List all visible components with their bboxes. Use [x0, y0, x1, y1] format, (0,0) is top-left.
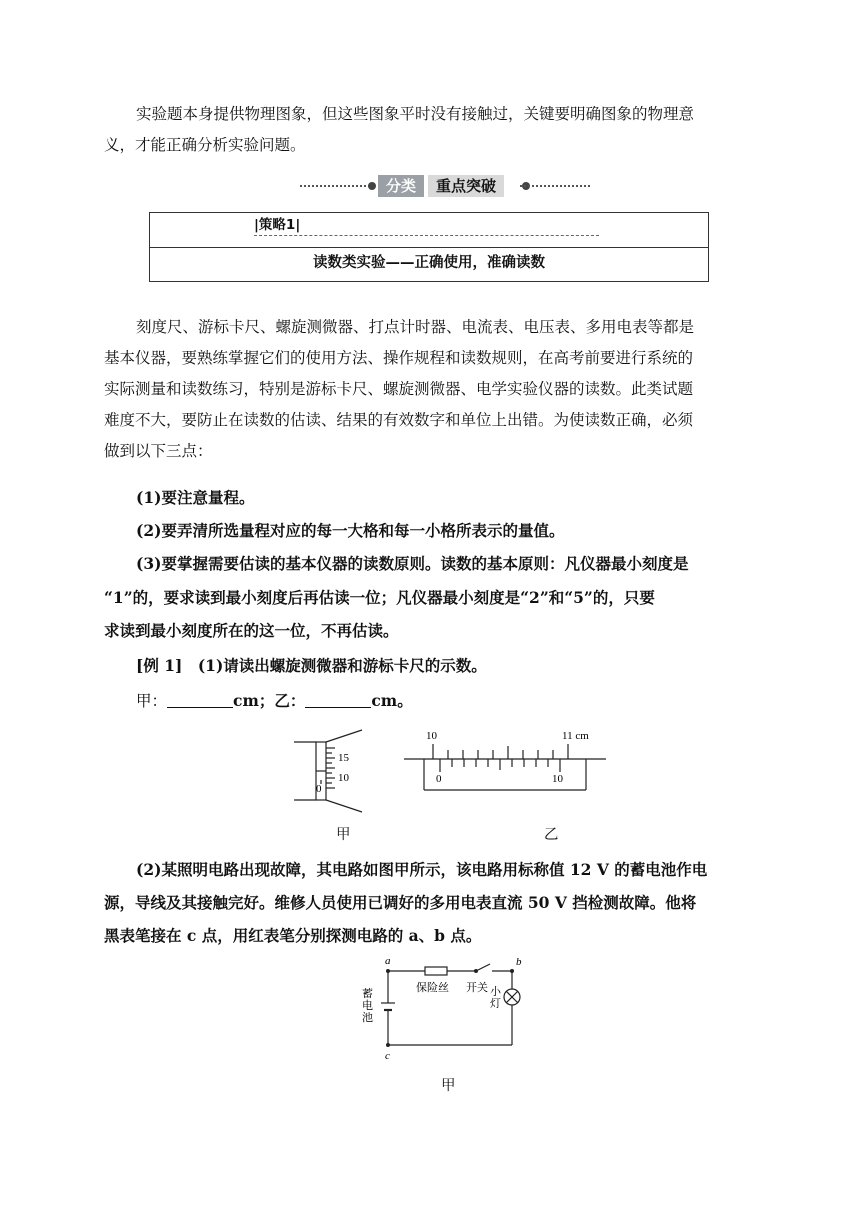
micrometer-drawing: [294, 730, 362, 812]
point-3-line-3: 求读到最小刻度所在的这一位，不再估读。: [104, 621, 399, 640]
part2-line-1: (2)某照明电路出现故障，其电路如图甲所示，该电路用标称值 12 V 的蓄电池作电: [136, 860, 708, 879]
para1-line-3: 实际测量和读数练习，特别是游标卡尺、螺旋测微器、电学实验仪器的读数。此类试题: [104, 380, 694, 398]
para1-line-2: 基本仪器，要熟练掌握它们的使用方法、操作规程和读数规则，在高考前要进行系统的: [104, 349, 694, 367]
answer-line: [136, 690, 413, 712]
intro-line-1: 实验题本身提供物理图象，但这些图象平时没有接触过，关键要明确图象的物理意: [136, 105, 695, 123]
circuit-caption: 甲: [441, 1078, 456, 1094]
strategy-dash: [254, 235, 599, 236]
micrometer-label-0: 0: [316, 783, 322, 795]
banner-tag: 分类: [378, 175, 424, 197]
figure1-caption-left: 甲: [336, 827, 351, 843]
strategy-label: |策略1|: [254, 217, 301, 233]
label-battery-3: 池: [362, 1012, 373, 1024]
switch-pivot: [474, 969, 478, 973]
label-b: b: [516, 956, 522, 968]
answer-blank-jia[interactable]: [167, 693, 233, 708]
node-a: [386, 969, 390, 973]
label-c: c: [385, 1050, 390, 1062]
section-banner: [300, 175, 590, 199]
banner-bullet-left: [368, 182, 376, 190]
banner-dots-left: [300, 185, 370, 191]
label-battery-2: 电: [362, 1000, 373, 1012]
label-lamp-2: 灯: [490, 998, 501, 1010]
label-lamp-1: 小: [490, 986, 501, 998]
label-a: a: [385, 955, 391, 967]
micrometer-label-15: 15: [338, 752, 349, 764]
point-3-line-2: “1”的，要求读到最小刻度后再估读一位；凡仪器最小刻度是“2”和“5”的，只要: [104, 588, 655, 607]
caliper-top-label-10: 10: [426, 730, 437, 742]
point-3-line-1: (3)要掌握需要估读的基本仪器的读数原则。读数的基本原则：凡仪器最小刻度是: [136, 554, 689, 573]
para1-line-1: 刻度尺、游标卡尺、螺旋测微器、打点计时器、电流表、电压表、多用电表等都是: [136, 318, 695, 336]
caliper-bottom-label-0: 0: [436, 773, 442, 785]
circuit-diagram: [0, 955, 860, 1065]
caliper-drawing: [404, 744, 606, 790]
label-switch: 开关: [466, 982, 488, 994]
label-fuse: 保险丝: [416, 982, 449, 994]
para1-line-5: 做到以下三点：: [104, 442, 213, 460]
answer-jia-label: 甲：: [136, 692, 168, 710]
figure1-caption-right: 乙: [544, 827, 559, 843]
caliper-bottom-label-10: 10: [552, 773, 563, 785]
banner-title: 重点突破: [428, 175, 504, 197]
part2-line-2: 源，导线及其接触完好。维修人员使用已调好的多用电表直流 50 V 挡检测故障。他将: [104, 893, 697, 912]
strategy-divider: [150, 247, 708, 248]
switch-blade: [476, 964, 490, 971]
part2-line-3: 黑表笔接在 c 点，用红表笔分别探测电路的 a、b 点。: [104, 926, 482, 945]
intro-line-2: 义，才能正确分析实验问题。: [104, 136, 306, 154]
answer-unit-1: cm；乙：: [233, 691, 306, 710]
fuse-symbol: [425, 967, 447, 975]
answer-unit-2: cm。: [371, 691, 413, 710]
micrometer-label-10: 10: [338, 772, 349, 784]
label-battery-1: 蓄: [362, 988, 373, 1000]
caliper-top-label-11cm: 11 cm: [562, 730, 589, 742]
node-c: [386, 1043, 390, 1047]
para1-line-4: 难度不大，要防止在读数的估读、结果的有效数字和单位上出错。为使读数正确，必须: [104, 411, 694, 429]
figure-instruments: [0, 722, 860, 822]
example-head: [例 1] (1)请读出螺旋测微器和游标卡尺的示数。: [136, 656, 487, 675]
node-b: [510, 969, 514, 973]
answer-blank-yi[interactable]: [305, 693, 371, 708]
banner-dots-right: [520, 185, 590, 191]
strategy-title: 读数类实验——正确使用，准确读数: [313, 255, 545, 271]
point-1: (1)要注意量程。: [136, 488, 255, 507]
strategy-box: [149, 212, 709, 282]
point-2: (2)要弄清所选量程对应的每一大格和每一小格所表示的量值。: [136, 521, 565, 540]
